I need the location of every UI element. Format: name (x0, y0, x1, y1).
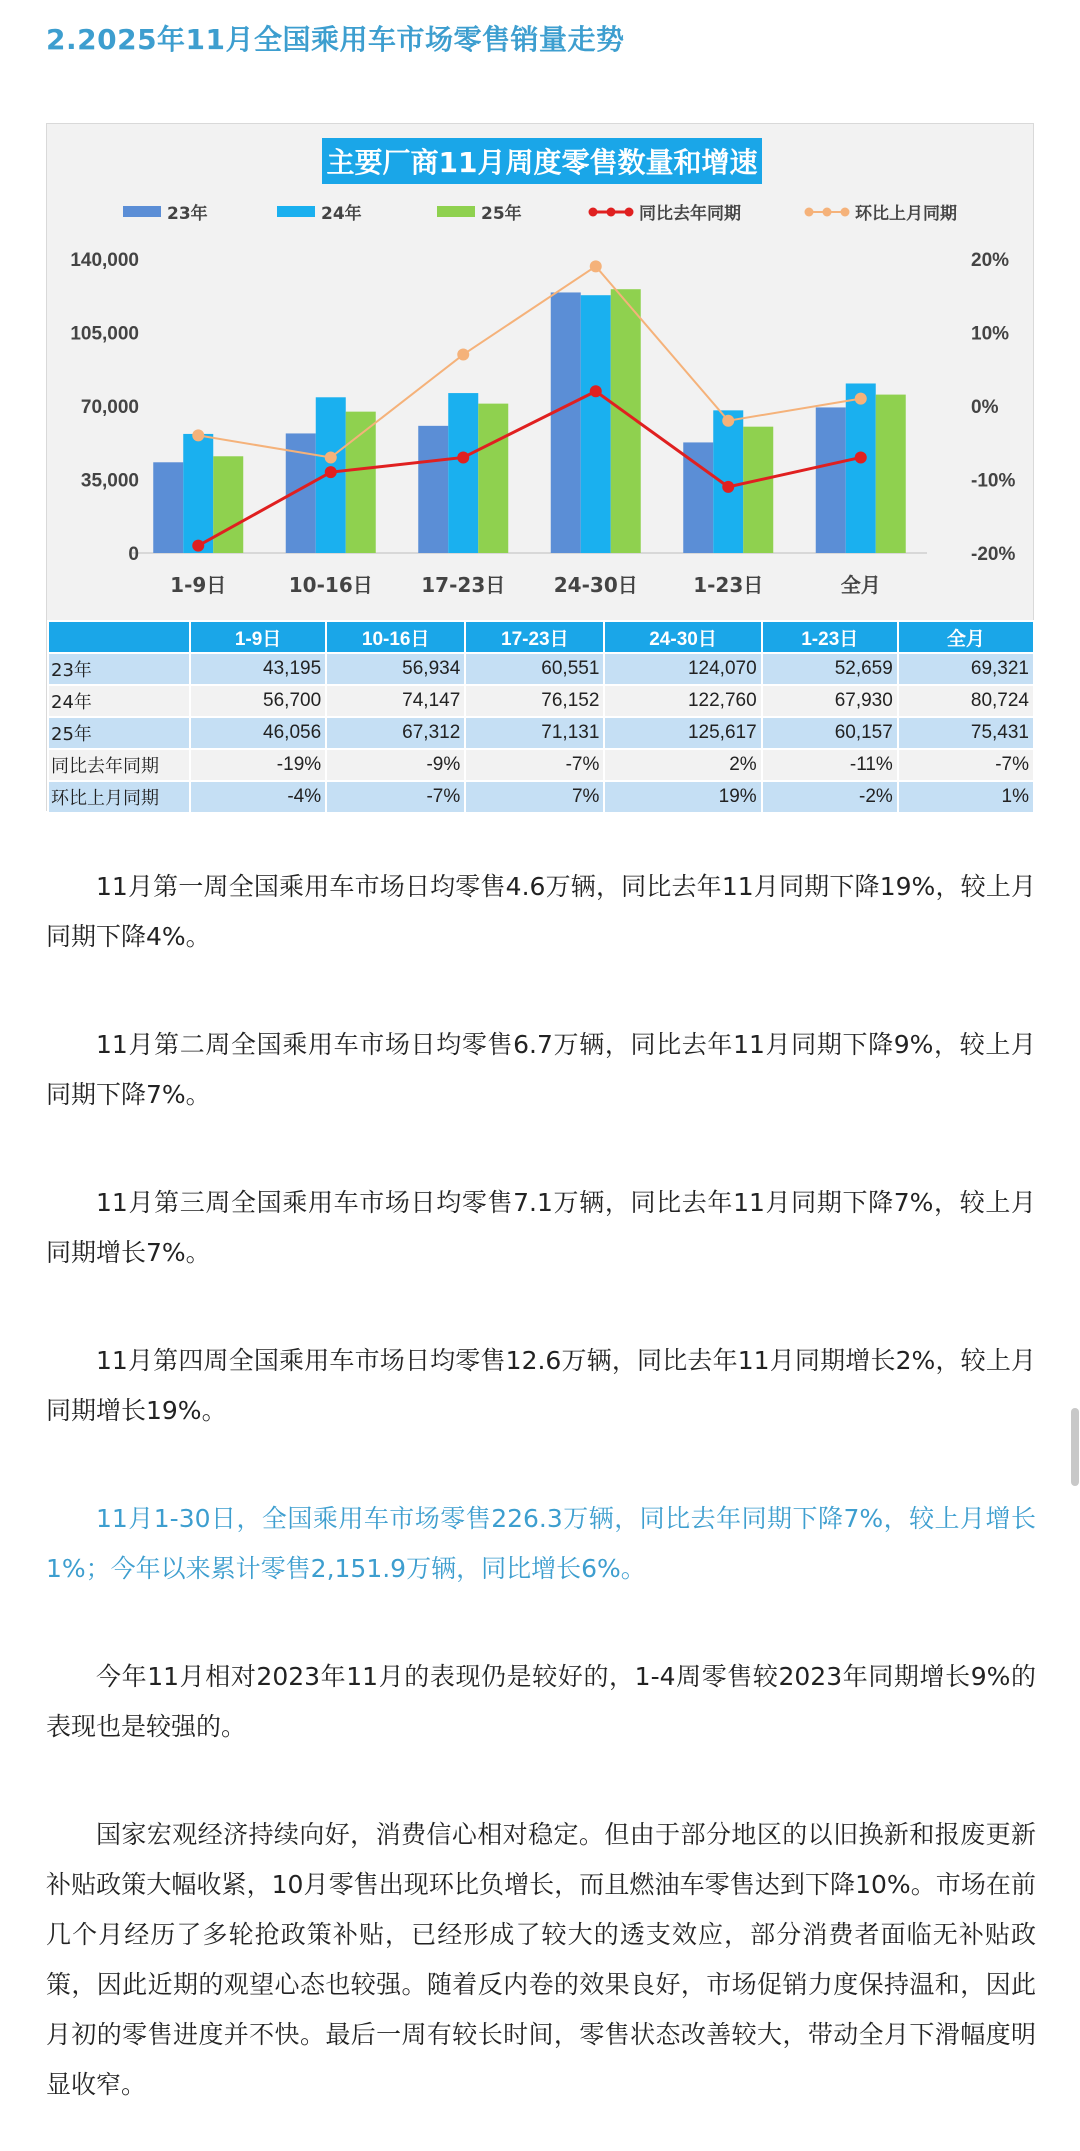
x-axis-tick-label: 全月 (840, 573, 881, 597)
table-row (48, 717, 1034, 749)
bar-23-5 (816, 407, 846, 553)
table-cell: 52,659 (762, 653, 898, 685)
table-row (48, 781, 1034, 813)
table-row (48, 685, 1034, 717)
point-mom-5 (855, 393, 867, 405)
paragraph: 国家宏观经济持续向好，消费信心相对稳定。但由于部分地区的以旧换新和报废更新补贴政策大幅收紧，10月零售出现环比负增长，而且燃油车零售达到下降10%。市场在前几个月经历了多轮抢政策补贴，已经形成了较大的透支效应，部分消费者面临无补贴政策，因此近期的观望心态也较强。随着反内卷的效果良好，市场促销力度保持温和，因此月初的零售进度并不快。最后一周有较长时间，零售状态改善较大，带动全月下滑幅度明显收窄。 (46, 1820, 1036, 2099)
table-cell: -2% (762, 781, 898, 813)
legend-marker-mom (803, 205, 851, 219)
table-row-label: 环比上月同期 (48, 781, 190, 813)
x-axis-tick-label: 1-23日 (693, 573, 764, 597)
legend-label-23: 23年 (167, 204, 208, 224)
point-yoy-3 (590, 385, 602, 397)
bar-24-5 (846, 383, 876, 553)
table-cell: 7% (465, 781, 604, 813)
bar-25-4 (743, 427, 773, 553)
bar-25-2 (478, 404, 508, 553)
y-axis-tick-label: 70,000 (80, 397, 139, 418)
y2-axis-tick-label: -20% (971, 544, 1016, 565)
table-cell: -4% (190, 781, 326, 813)
bar-24-3 (581, 295, 611, 553)
legend-item-24 (277, 199, 362, 224)
table-cell: 56,934 (326, 653, 465, 685)
highlight-paragraph: 11月1-30日，全国乘用车市场零售226.3万辆，同比去年同期下降7%，较上月增长1%；今年以来累计零售2,151.9万辆，同比增长6%。 (46, 1504, 1036, 1583)
x-axis-tick-label: 10-16日 (288, 573, 373, 597)
chart-title: 主要厂商11月周度零售数量和增速 (322, 138, 762, 184)
data-table (47, 620, 1035, 814)
section-heading: 2.2025年11月全国乘用车市场零售销量走势 (46, 23, 625, 56)
paragraph: 今年11月相对2023年11月的表现仍是较好的，1-4周零售较2023年同期增长9%的表现也是较强的。 (46, 1662, 1036, 1741)
point-mom-3 (590, 260, 602, 272)
bar-23-3 (551, 292, 581, 553)
y-axis-tick-label: 35,000 (80, 470, 139, 492)
table-row-label: 同比去年同期 (48, 749, 190, 781)
table-cell: -7% (465, 749, 604, 781)
legend-swatch-23 (123, 206, 161, 217)
y2-axis-tick-label: -10% (971, 470, 1016, 492)
legend-swatch-24 (277, 206, 315, 217)
table-cell: -11% (762, 749, 898, 781)
table-cell: 19% (604, 781, 761, 813)
table-cell: -9% (326, 749, 465, 781)
table-cell: 74,147 (326, 685, 465, 717)
legend-label-24: 24年 (321, 204, 362, 224)
table-header-cell: 24-30日 (604, 621, 761, 653)
point-yoy-1 (325, 466, 337, 478)
paragraph: 11月第三周全国乘用车市场日均零售7.1万辆，同比去年11月同期下降7%，较上月同期增长7%。 (46, 1188, 1036, 1267)
bar-23-0 (153, 462, 183, 553)
y-axis-tick-label: 105,000 (70, 323, 139, 345)
bar-24-2 (448, 393, 478, 553)
legend-item-25 (437, 199, 522, 224)
y-axis-tick-label: 0 (128, 544, 139, 565)
table-cell: 75,431 (898, 717, 1034, 749)
table-cell: 43,195 (190, 653, 326, 685)
legend-item-mom (803, 199, 957, 224)
chart-legend (47, 199, 1033, 225)
table-header-row (48, 621, 1034, 653)
bar-25-0 (213, 456, 243, 553)
legend-label-25: 25年 (481, 204, 522, 224)
x-axis-tick-label: 24-30日 (553, 573, 638, 597)
table-header-cell: 1-23日 (762, 621, 898, 653)
point-mom-1 (325, 451, 337, 463)
chart-figure (46, 123, 1034, 811)
table-cell: 60,157 (762, 717, 898, 749)
legend-label-yoy: 同比去年同期 (639, 204, 741, 224)
table-cell: 80,724 (898, 685, 1034, 717)
point-mom-4 (722, 415, 734, 427)
y2-axis-tick-label: 10% (971, 323, 1010, 345)
paragraph: 11月第四周全国乘用车市场日均零售12.6万辆，同比去年11月同期增长2%，较上月同期增长19%。 (46, 1346, 1036, 1425)
table-row-label: 25年 (48, 717, 190, 749)
table-cell: 2% (604, 749, 761, 781)
y2-axis-tick-label: 0% (971, 397, 999, 418)
table-cell: 67,930 (762, 685, 898, 717)
x-axis-tick-label: 17-23日 (421, 573, 506, 597)
scrollbar-thumb[interactable] (1071, 1408, 1079, 1486)
point-yoy-0 (192, 540, 204, 552)
bar-23-2 (418, 426, 448, 553)
bar-25-5 (876, 395, 906, 553)
table-cell: 56,700 (190, 685, 326, 717)
table-cell: -19% (190, 749, 326, 781)
table-header-cell: 10-16日 (326, 621, 465, 653)
table-header-cell: 1-9日 (190, 621, 326, 653)
table-cell: 69,321 (898, 653, 1034, 685)
table-cell: 60,551 (465, 653, 604, 685)
table-header-cell (48, 621, 190, 653)
legend-swatch-25 (437, 206, 475, 217)
table-cell: 1% (898, 781, 1034, 813)
point-mom-2 (457, 349, 469, 361)
table-cell: 122,760 (604, 685, 761, 717)
x-axis-tick-label: 1-9日 (170, 573, 227, 597)
table-cell: -7% (898, 749, 1034, 781)
point-yoy-2 (457, 451, 469, 463)
point-yoy-4 (722, 481, 734, 493)
bar-25-1 (346, 412, 376, 553)
point-mom-0 (192, 429, 204, 441)
bar-24-0 (183, 434, 213, 553)
table-header-cell: 17-23日 (465, 621, 604, 653)
table-row (48, 749, 1034, 781)
y-axis-tick-label: 140,000 (70, 250, 139, 271)
table-cell: 46,056 (190, 717, 326, 749)
table-cell: -7% (326, 781, 465, 813)
legend-label-mom: 环比上月同期 (855, 204, 957, 224)
legend-item-23 (123, 199, 208, 224)
legend-item-yoy (587, 199, 741, 224)
table-cell: 71,131 (465, 717, 604, 749)
paragraph: 11月第二周全国乘用车市场日均零售6.7万辆，同比去年11月同期下降9%，较上月同期下降7%。 (46, 1030, 1036, 1109)
table-cell: 76,152 (465, 685, 604, 717)
paragraph: 11月第一周全国乘用车市场日均零售4.6万辆，同比去年11月同期下降19%，较上月同期下降4%。 (46, 872, 1036, 951)
table-row-label: 24年 (48, 685, 190, 717)
table-cell: 67,312 (326, 717, 465, 749)
table-row (48, 653, 1034, 685)
table-cell: 124,070 (604, 653, 761, 685)
y2-axis-tick-label: 20% (971, 250, 1010, 271)
table-cell: 125,617 (604, 717, 761, 749)
point-yoy-5 (855, 451, 867, 463)
table-row-label: 23年 (48, 653, 190, 685)
table-header-cell: 全月 (898, 621, 1034, 653)
legend-marker-yoy (587, 205, 635, 219)
